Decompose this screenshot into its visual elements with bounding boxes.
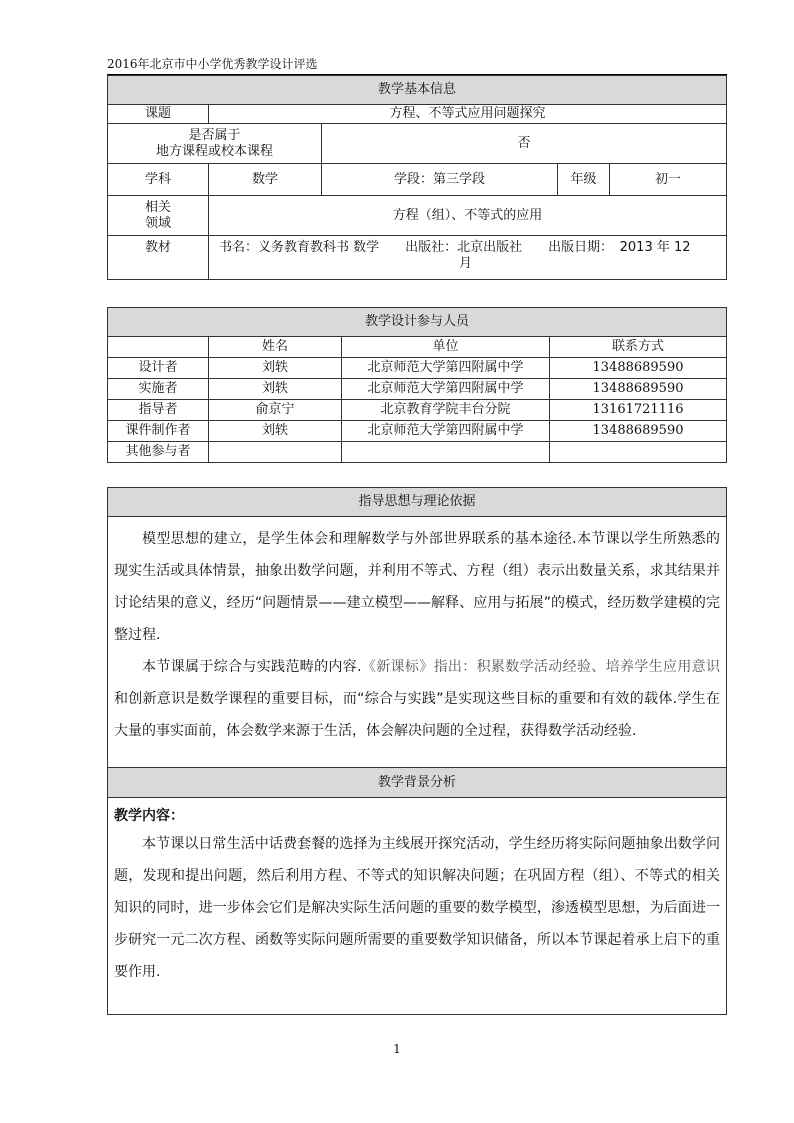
background-subheading: 教学内容： xyxy=(114,808,184,824)
role-cell: 课件制作者 xyxy=(108,421,209,442)
guidance-title: 指导思想与理论依据 xyxy=(108,488,727,517)
column-header-name: 姓名 xyxy=(209,337,342,358)
local-course-label-line2: 地方课程或校本课程 xyxy=(155,143,273,159)
name-cell xyxy=(209,442,342,463)
stage-label: 学段： xyxy=(393,171,433,187)
stage-value: 第三学段 xyxy=(433,171,486,187)
name-cell: 刘轶 xyxy=(209,379,342,400)
topic-value: 方程、不等式应用问题探究 xyxy=(209,105,727,124)
table-row xyxy=(108,400,727,421)
subject-value: 数学 xyxy=(209,164,322,196)
field-label-line2: 领域 xyxy=(144,215,171,231)
unit-cell: 北京教育学院丰台分院 xyxy=(342,400,550,421)
guidance-paragraph-1: 模型思想的建立，是学生体会和理解数学与外部世界联系的基本途径.本节课以学生所熟悉的现实生活或具体情景，抽象出数学问题，并利用不等式、方程（组）表示出数量关系，求其结果并讨论结果的意义，经历“问题情景——建立模型——解释、应用与拓展”的模式，经历数学建模的完整过程. xyxy=(114,531,720,643)
contact-cell xyxy=(550,442,727,463)
unit-cell: 北京师范大学第四附属中学 xyxy=(342,379,550,400)
guidance-paragraph-2 xyxy=(114,651,720,747)
participants-table xyxy=(107,307,727,463)
textbook-label: 教材 xyxy=(108,236,209,280)
background-body xyxy=(108,798,727,1015)
role-cell: 设计者 xyxy=(108,358,209,379)
grade-value: 初一 xyxy=(610,164,727,196)
background-table xyxy=(107,767,727,1015)
topic-label: 课题 xyxy=(108,105,209,124)
subject-label: 学科 xyxy=(108,164,209,196)
page-number: 1 xyxy=(393,1042,401,1056)
role-cell: 其他参与者 xyxy=(108,442,209,463)
unit-cell xyxy=(342,442,550,463)
table-row xyxy=(108,358,727,379)
name-cell: 刘轶 xyxy=(209,358,342,379)
basic-info-title: 教学基本信息 xyxy=(108,76,727,105)
local-course-label xyxy=(108,124,322,164)
textbook-line1: 书名：义务教育教科书 数学 出版社：北京出版社 出版日期： 2013 年 12 xyxy=(219,240,691,255)
unit-cell: 北京师范大学第四附属中学 xyxy=(342,421,550,442)
textbook-line2: 月 xyxy=(459,256,473,271)
table-row xyxy=(108,379,727,400)
local-course-value: 否 xyxy=(322,124,727,164)
column-header-contact: 联系方式 xyxy=(550,337,727,358)
name-cell: 刘轶 xyxy=(209,421,342,442)
role-cell: 指导者 xyxy=(108,400,209,421)
local-course-label-line1: 是否属于 xyxy=(188,127,241,143)
stage-cell xyxy=(322,164,558,196)
table-row xyxy=(108,442,727,463)
guidance-body xyxy=(108,517,727,769)
name-cell: 俞京宁 xyxy=(209,400,342,421)
column-header-unit: 单位 xyxy=(342,337,550,358)
guidance-paragraph-2a: 本节课属于综合与实践范畴的内容. xyxy=(142,659,362,675)
table-row xyxy=(108,421,727,442)
role-cell: 实施者 xyxy=(108,379,209,400)
field-label xyxy=(108,196,209,236)
document-title: 2016年北京市中小学优秀教学设计评选 xyxy=(107,57,318,71)
grade-label: 年级 xyxy=(558,164,610,196)
field-label-line1: 相关 xyxy=(144,199,171,215)
field-value: 方程（组）、不等式的应用 xyxy=(209,196,727,236)
contact-cell: 13488689590 xyxy=(550,358,727,379)
unit-cell: 北京师范大学第四附属中学 xyxy=(342,358,550,379)
guidance-paragraph-2c: 和创新意识是数学课程的重要目标，而“综合与实践”是实现这些目标的重要和有效的载体.学生在大量的事实面前，体会数学来源于生活，体会解决问题的全过程，获得数学活动经验. xyxy=(114,691,720,739)
contact-cell: 13488689590 xyxy=(550,421,727,442)
page-header xyxy=(107,55,727,75)
basic-info-table xyxy=(107,75,727,280)
textbook-value xyxy=(209,236,727,280)
participants-title: 教学设计参与人员 xyxy=(108,308,727,337)
participants-header-blank xyxy=(108,337,209,358)
guidance-table xyxy=(107,487,727,769)
background-title: 教学背景分析 xyxy=(108,768,727,798)
contact-cell: 13161721116 xyxy=(550,400,727,421)
contact-cell: 13488689590 xyxy=(550,379,727,400)
guidance-paragraph-2b: 《新课标》指出：积累数学活动经验、培养学生应用意识 xyxy=(361,659,720,675)
background-paragraph: 本节课以日常生活中话费套餐的选择为主线展开探究活动，学生经历将实际问题抽象出数学问题，发现和提出问题，然后利用方程、不等式的知识解决问题；在巩固方程（组）、不等式的相关知识的同时，进一步体会它们是解决实际生活问题的重要的数学模型，渗透模型思想，为后面进一步研究一元二次方程、函数等实际问题所需要的重要数学知识储备，所以本节课起着承上启下的重要作用. xyxy=(114,836,720,980)
